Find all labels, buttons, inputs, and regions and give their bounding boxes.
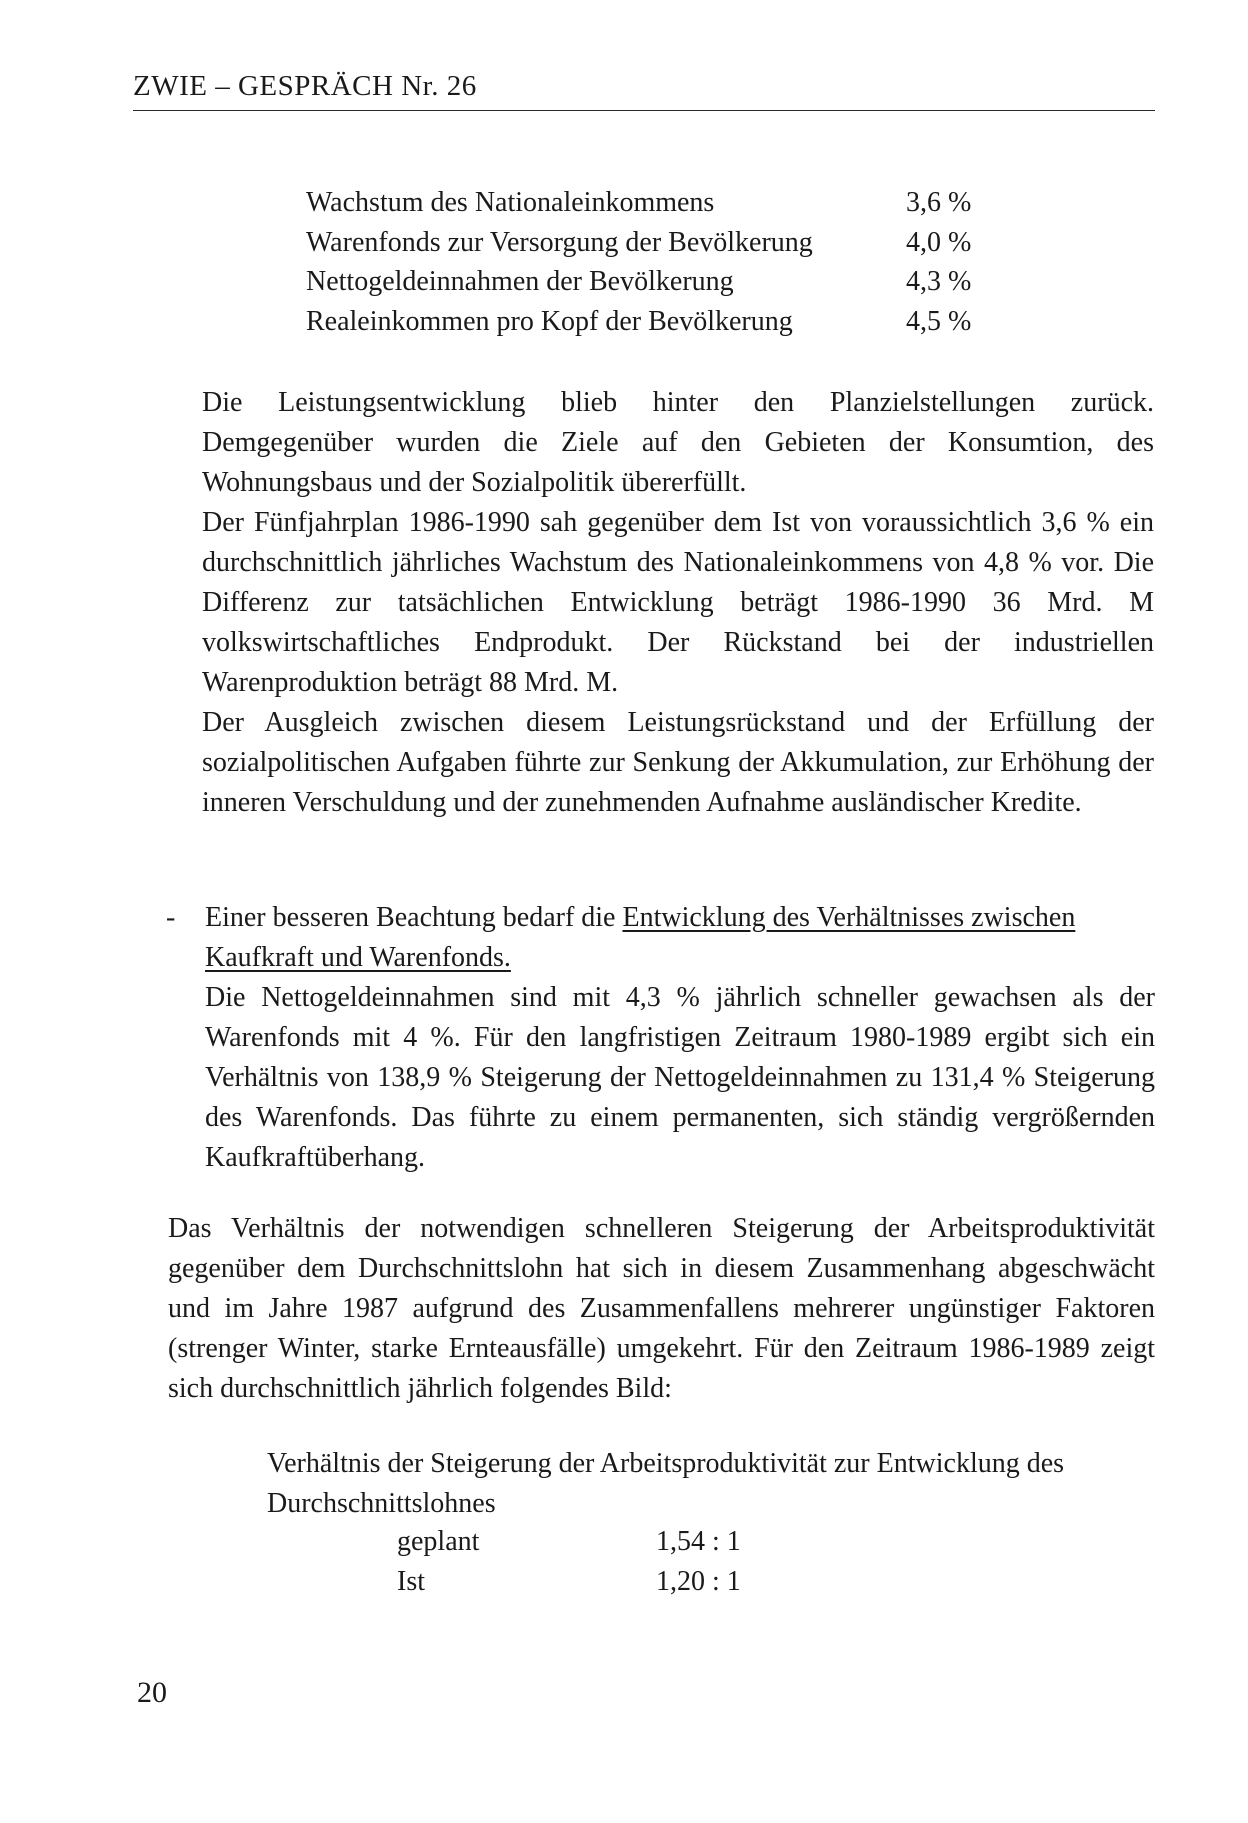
- stats-label: Warenfonds zur Versorgung der Bevölkerung: [306, 226, 813, 258]
- ratio-value: 1,20 : 1: [656, 1566, 741, 1597]
- stats-value: 4,0 %: [906, 226, 972, 258]
- header-rule: [133, 110, 1155, 111]
- stats-value: 4,3 %: [906, 266, 972, 297]
- bullet-dash: -: [166, 902, 176, 933]
- stats-row: [306, 302, 1006, 342]
- paragraph-five-year-plan: Der Fünfjahrplan 1986-1990 sah gegenüber dem Ist von voraussichtlich 3,6 % ein durchschnittlich jährliches Wachstum des Nationaleinkommens von 4,8 % vor. Die Differenz zur tatsächlichen Entwicklung beträgt 1986-1990 36 Mrd. M volkswirtschaftliches Endprodukt. Der Rückstand bei der industriellen Warenproduktion beträgt 88 Mrd. M.: [202, 507, 1154, 698]
- bullet-heading: [205, 898, 1155, 978]
- stats-row: [306, 223, 1006, 263]
- ratio-caption: Verhältnis der Steigerung der Arbeitsproduktivität zur Entwicklung des Durchschnittslohnes: [267, 1448, 1065, 1519]
- growth-stats-table: [306, 183, 1006, 341]
- stats-row: [306, 262, 1006, 302]
- paragraph-purchasing-power: Die Nettogeldeinnahmen sind mit 4,3 % jährlich schneller gewachsen als der Warenfonds mit 4 %. Für den langfristigen Zeitraum 1980-1989 ergibt sich ein Verhältnis von 138,9 % Steigerung der Nettogeldeinnahmen zu 131,4 % Steigerung des Warenfonds. Das führte zu einem permanenten, sich ständig vergrößernden Kaufkraftüberhang.: [205, 982, 1155, 1173]
- stats-label: Realeinkommen pro Kopf der Bevölkerung: [306, 305, 793, 337]
- ratio-label: geplant: [397, 1526, 480, 1557]
- paragraph-balance: Der Ausgleich zwischen diesem Leistungsrückstand und der Erfüllung der sozialpolitischen Aufgaben führte zur Senkung der Akkumulation, zur Erhöhung der inneren Verschuldung und der zunehmenden Aufnahme ausländischer Kredite.: [202, 707, 1154, 818]
- stats-value: 4,5 %: [906, 305, 972, 337]
- bullet-lead-text: Einer besseren Beachtung bedarf die: [205, 902, 623, 933]
- page-number: 20: [137, 1676, 167, 1709]
- underlined-topic: Entwicklung des Verhältnisses zwischen Kaufkraft und Warenfonds.: [205, 902, 1076, 973]
- running-header: ZWIE – GESPRÄCH Nr. 26: [133, 70, 477, 102]
- ratio-value: 1,54 : 1: [656, 1526, 741, 1557]
- stats-label: Nettogeldeinnahmen der Bevölkerung: [306, 266, 734, 297]
- ratio-label: Ist: [397, 1566, 425, 1597]
- stats-value: 3,6 %: [906, 187, 972, 218]
- stats-row: [306, 183, 1006, 223]
- paragraph-performance: Die Leistungsentwicklung blieb hinter den Planzielstellungen zurück. Demgegenüber wurden die Ziele auf den Gebieten der Konsumtion, des Wohnungsbaus und der Sozialpolitik übererfüllt.: [202, 387, 1154, 498]
- stats-label: Wachstum des Nationaleinkommens: [306, 187, 715, 218]
- paragraph-productivity: Das Verhältnis der notwendigen schnelleren Steigerung der Arbeitsproduktivität gegenüber dem Durchschnittslohn hat sich in diesem Zusammenhang abgeschwächt und im Jahre 1987 aufgrund des Zusammenfallens mehrerer ungünstiger Faktoren (strenger Winter, starke Ernteausfälle) umgekehrt. Für den Zeitraum 1986-1989 zeigt sich durchschnittlich jährlich folgendes Bild:: [168, 1213, 1155, 1404]
